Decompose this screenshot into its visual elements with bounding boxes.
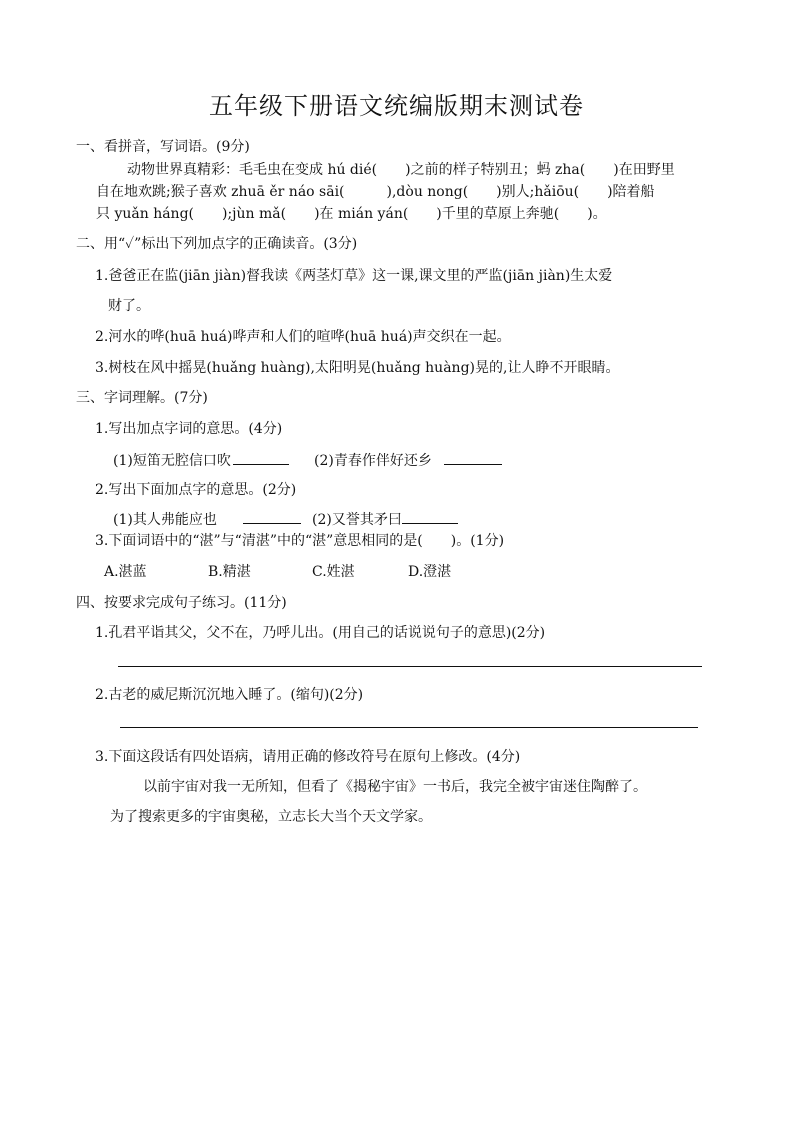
question-1a-text: (1)短笛无腔信口吹 <box>113 453 231 469</box>
page-title: 五年级下册语文统编版期末测试卷 <box>209 92 584 120</box>
section-4-paragraph-line-2: 为了搜索更多的宇宙奥秘，立志长大当个天文学家。 <box>110 809 432 825</box>
section-3-question-2a <box>113 509 301 531</box>
section-4-question-1: 1.孔君平诣其父，父不在，乃呼儿出。(用自己的话说说句子的意思)(2分) <box>95 625 546 641</box>
question-2a-text: (1)其人弗能应也 <box>113 512 217 528</box>
section-3-question-2b <box>312 509 458 531</box>
answer-line[interactable] <box>118 666 702 667</box>
section-3-heading: 三、字词理解。(7分) <box>76 390 208 406</box>
question-2b-text: (2)又誉其矛曰 <box>312 512 402 528</box>
section-3-question-1a <box>113 450 289 472</box>
section-1-line-1: 动物世界真精彩：毛毛虫在变成 hú dié( )之前的样子特别丑；蚂 zha( )在田野里 <box>127 162 675 178</box>
section-3-question-2: 2.写出下面加点字的意思。(2分) <box>95 482 297 498</box>
answer-blank[interactable] <box>444 450 502 465</box>
question-1b-text: (2)青春作伴好还乡 <box>314 453 432 469</box>
section-3-question-3: 3.下面词语中的“湛”与“清湛”中的“湛”意思相同的是( )。(1分) <box>95 533 505 549</box>
section-2-item-3: 3.树枝在风中摇晃(huǎng huàng),太阳明晃(huǎng huàng)晃的,让人睁不开眼睛。 <box>95 360 620 376</box>
section-3-question-1b <box>314 450 502 472</box>
section-3-options <box>104 561 512 583</box>
option-d[interactable]: D.澄湛 <box>408 564 452 580</box>
section-2-item-1-line-2: 财了。 <box>108 298 150 314</box>
section-3-question-1: 1.写出加点字词的意思。(4分) <box>95 421 283 437</box>
option-b[interactable]: B.精湛 <box>208 564 251 580</box>
section-1-line-2: 自在地欢跳;猴子喜欢 zhuā ěr náo sāi( ),dòu nong( )别人;hǎiōu( )陪着船 <box>96 184 655 200</box>
section-1-line-3: 只 yuǎn háng( );jùn mǎ( )在 mián yán( )千里的草原上奔驰( )。 <box>96 206 607 222</box>
section-4-question-2: 2.古老的威尼斯沉沉地入睡了。(缩句)(2分) <box>95 687 364 703</box>
section-2-item-2: 2.河水的哗(huā huá)哗声和人们的喧哗(huā huá)声交织在一起。 <box>95 329 511 345</box>
answer-blank[interactable] <box>233 450 289 465</box>
answer-blank[interactable] <box>243 509 301 524</box>
section-4-heading: 四、按要求完成句子练习。(11分) <box>76 595 287 611</box>
option-c[interactable]: C.姓湛 <box>312 564 355 580</box>
answer-line[interactable] <box>120 727 698 728</box>
section-2-item-1-line-1: 1.爸爸正在监(jiān jiàn)督我读《两茎灯草》这一课,课文里的严监(jiān jiàn)生太爱 <box>95 268 613 284</box>
section-2-heading: 二、用“✓”标出下列加点字的正确读音。(3分) <box>76 236 358 252</box>
answer-blank[interactable] <box>402 509 458 524</box>
section-4-question-3: 3.下面这段话有四处语病，请用正确的修改符号在原句上修改。(4分) <box>95 749 521 765</box>
option-a[interactable]: A.湛蓝 <box>104 564 147 580</box>
section-1-heading: 一、看拼音，写词语。(9分) <box>76 139 250 155</box>
section-4-paragraph-line-1: 以前宇宙对我一无所知，但看了《揭秘宇宙》一书后，我完全被宇宙迷住陶醉了。 <box>143 779 647 795</box>
